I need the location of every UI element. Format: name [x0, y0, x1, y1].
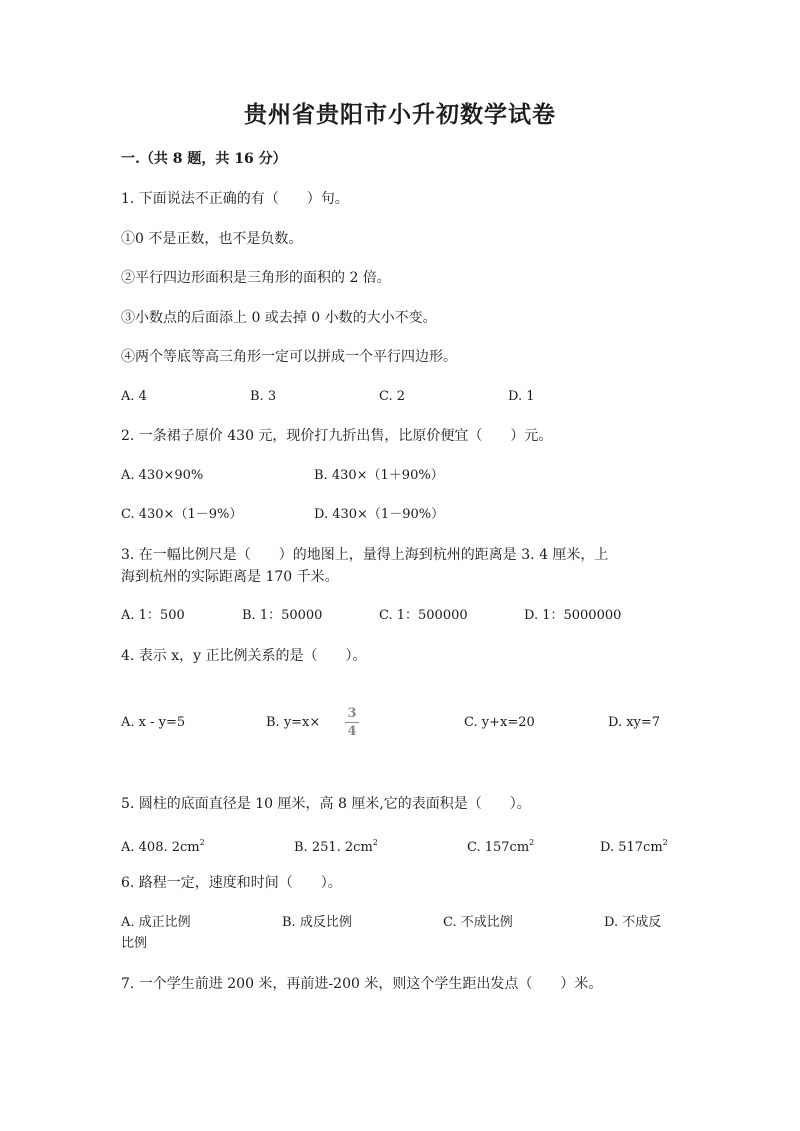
question-2-stem: 2. 一条裙子原价 430 元，现价打九折出售，比原价便宜（ ）元。 — [121, 428, 553, 444]
question-1-statement-3: ③小数点的后面添上 0 或去掉 0 小数的大小不变。 — [121, 310, 437, 326]
question-1-option-c: C. 2 — [379, 389, 406, 404]
question-1-option-b: B. 3 — [250, 389, 277, 404]
question-3-option-d: D. 1：5000000 — [524, 608, 622, 623]
question-5-stem: 5. 圆柱的底面直径是 10 厘米，高 8 厘米,它的表面积是（ ）。 — [121, 796, 531, 812]
question-5-option-a-text: A. 408. 2cm — [121, 840, 200, 855]
question-1-statement-2: ②平行四边形面积是三角形的面积的 2 倍。 — [121, 270, 391, 286]
question-1-option-a: A. 4 — [121, 389, 147, 404]
question-4-stem: 4. 表示 x，y 正比例关系的是（ ）。 — [121, 648, 367, 664]
fraction-denominator: 4 — [347, 724, 357, 739]
question-5-option-d — [600, 832, 668, 859]
question-3-stem-line-1: 3. 在一幅比例尺是（ ）的地图上，量得上海到杭州的距离是 3. 4 厘米，上 — [121, 547, 609, 563]
question-3-option-c: C. 1：500000 — [379, 608, 468, 623]
question-6-option-b: B. 成反比例 — [282, 915, 352, 930]
question-2-option-c: C. 430×（1－9%） — [121, 507, 243, 522]
question-1-statement-1: ①0 不是正数，也不是负数。 — [121, 231, 303, 247]
question-3-option-b: B. 1：50000 — [242, 608, 323, 623]
question-2-option-a: A. 430×90% — [121, 468, 204, 483]
question-4-option-c: C. y+x=20 — [464, 715, 535, 730]
section-heading: 一.（共 8 题，共 16 分） — [121, 151, 287, 167]
question-7-stem: 7. 一个学生前进 200 米，再前进-200 米，则这个学生距出发点（ ）米。 — [121, 976, 603, 992]
question-6-stem: 6. 路程一定，速度和时间（ ）。 — [121, 875, 342, 891]
question-1-statement-4: ④两个等底等高三角形一定可以拼成一个平行四边形。 — [121, 349, 457, 365]
question-5-option-c-text: C. 157cm — [467, 840, 530, 855]
question-5-option-d-text: D. 517cm — [600, 840, 663, 855]
question-6-option-d: D. 不成反 — [604, 915, 662, 930]
question-5-option-c — [467, 832, 534, 859]
question-3-stem-line-2: 海到杭州的实际距离是 170 千米。 — [121, 569, 339, 585]
question-1-stem: 1. 下面说法不正确的有（ ）句。 — [121, 191, 349, 207]
question-3-option-a: A. 1：500 — [121, 608, 185, 623]
question-6-option-d-wrap: 比例 — [121, 936, 148, 951]
question-4-option-b: B. y=x× — [266, 715, 321, 730]
question-4-option-a: A. x - y=5 — [121, 715, 186, 730]
fraction-bar — [345, 722, 359, 723]
page-title: 贵州省贵阳市小升初数学试卷 — [244, 101, 556, 128]
question-4-option-d: D. xy=7 — [608, 715, 661, 730]
question-5-option-a — [121, 832, 205, 859]
question-2-option-d: D. 430×（1－90%） — [314, 507, 445, 522]
question-5-option-b-text: B. 251. 2cm — [294, 840, 373, 855]
question-6-option-a: A. 成正比例 — [121, 915, 191, 930]
unit-exponent: 2 — [529, 838, 535, 847]
fraction-numerator: 3 — [347, 706, 357, 721]
question-2-option-b: B. 430×（1＋90%） — [314, 468, 444, 483]
unit-exponent: 2 — [372, 838, 378, 847]
unit-exponent: 2 — [662, 838, 668, 847]
fraction-three-quarters — [344, 706, 360, 739]
question-1-option-d: D. 1 — [508, 389, 535, 404]
question-6-option-c: C. 不成比例 — [443, 915, 513, 930]
unit-exponent: 2 — [199, 838, 205, 847]
question-5-option-b — [294, 832, 378, 859]
